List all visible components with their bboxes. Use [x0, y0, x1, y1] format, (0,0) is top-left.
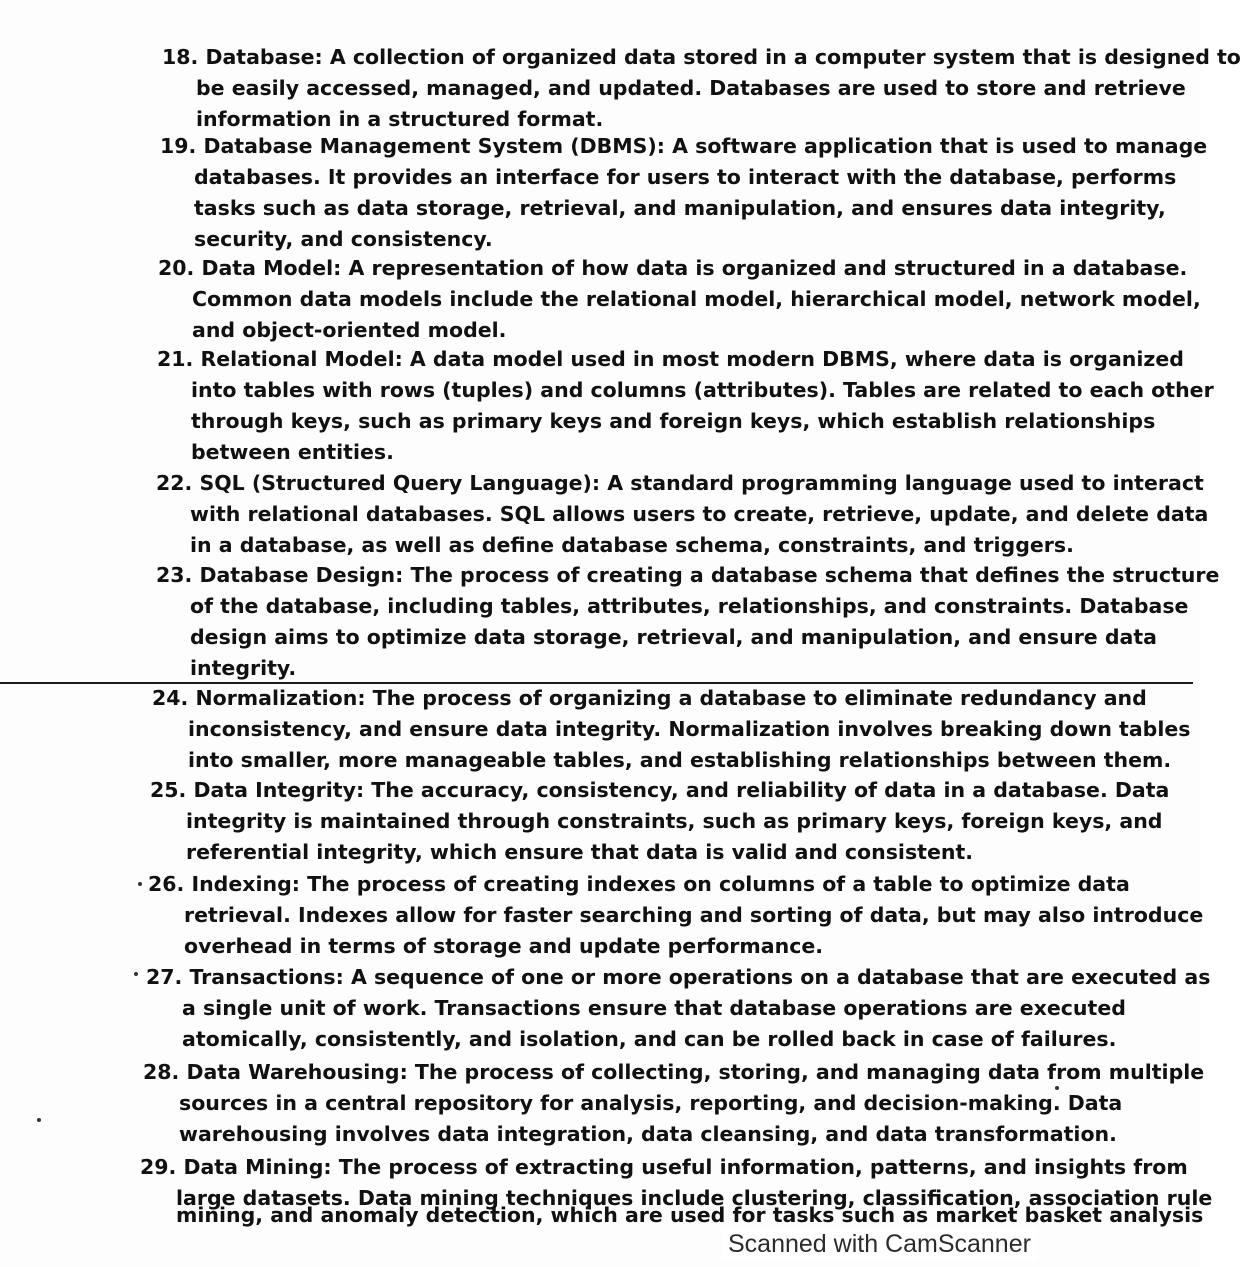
- entry-line: referential integrity, which ensure that data is valid and consistent.: [186, 840, 974, 864]
- entry-line: and object-oriented model.: [192, 318, 507, 342]
- entry-18: [162, 42, 1241, 135]
- entry-line: security, and consistency.: [194, 227, 493, 251]
- entry-line: of the database, including tables, attributes, relationships, and constraints. Database: [190, 594, 1189, 618]
- entry-line: into tables with rows (tuples) and columns (attributes). Tables are related to each other: [191, 378, 1214, 402]
- entry-line: 29. Data Mining: The process of extracting useful information, patterns, and insights from: [140, 1155, 1188, 1179]
- entry-line: 18. Database: A collection of organized data stored in a computer system that is designed to: [162, 45, 1241, 69]
- entry-26: [148, 869, 1203, 962]
- entry-line: tasks such as data storage, retrieval, and manipulation, and ensures data integrity,: [194, 196, 1166, 220]
- entry-27: [146, 962, 1210, 1055]
- entry-line: into smaller, more manageable tables, and establishing relationships between them.: [188, 748, 1172, 772]
- entry-line: integrity.: [190, 656, 297, 680]
- entry-line: large datasets. Data mining techniques include clustering, classification, association rule: [176, 1186, 1213, 1210]
- entry-line: overhead in terms of storage and update performance.: [184, 934, 824, 958]
- entry-line: 27. Transactions: A sequence of one or more operations on a database that are executed as: [146, 965, 1211, 989]
- entry-line: through keys, such as primary keys and foreign keys, which establish relationships: [191, 409, 1156, 433]
- entry-line: inconsistency, and ensure data integrity. Normalization involves breaking down tables: [188, 717, 1191, 741]
- entry-line: 22. SQL (Structured Query Language): A standard programming language used to interact: [156, 471, 1204, 495]
- entry-25: [150, 775, 1169, 868]
- entry-line: information in a structured format.: [196, 107, 604, 131]
- entry-20: [158, 253, 1201, 346]
- scan-speck: [138, 882, 142, 886]
- entry-line: 25. Data Integrity: The accuracy, consistency, and reliability of data in a database. Data: [150, 778, 1170, 802]
- entry-23: [156, 560, 1219, 684]
- entry-line: 19. Database Management System (DBMS): A software application that is used to manage: [160, 134, 1208, 158]
- entry-line: in a database, as well as define database schema, constraints, and triggers.: [190, 533, 1074, 557]
- entry-line: a single unit of work. Transactions ensure that database operations are executed: [182, 996, 1126, 1020]
- entry-line: 26. Indexing: The process of creating indexes on columns of a table to optimize data: [148, 872, 1130, 896]
- entry-line: retrieval. Indexes allow for faster searching and sorting of data, but may also introduce: [184, 903, 1204, 927]
- entry-19: [160, 131, 1207, 255]
- entry-22: [156, 468, 1208, 561]
- entry-28: [143, 1057, 1204, 1150]
- entry-line: sources in a central repository for analysis, reporting, and decision-making. Data: [179, 1091, 1123, 1115]
- entry-line: warehousing involves data integration, data cleansing, and data transformation.: [179, 1122, 1117, 1146]
- entry-line: with relational databases. SQL allows users to create, retrieve, update, and delete data: [190, 502, 1209, 526]
- entry-line: integrity is maintained through constraints, such as primary keys, foreign keys, and: [186, 809, 1163, 833]
- entry-line: atomically, consistently, and isolation, and can be rolled back in case of failures.: [182, 1027, 1117, 1051]
- entry-line: databases. It provides an interface for users to interact with the database, performs: [194, 165, 1177, 189]
- entry-line: be easily accessed, managed, and updated. Databases are used to store and retrieve: [196, 76, 1186, 100]
- entry-line: design aims to optimize data storage, retrieval, and manipulation, and ensure data: [190, 625, 1157, 649]
- scan-speck: [37, 1118, 41, 1122]
- entry-line: between entities.: [191, 440, 394, 464]
- entry-line: 28. Data Warehousing: The process of collecting, storing, and managing data from multiple: [143, 1060, 1205, 1084]
- entry-line: Common data models include the relational model, hierarchical model, network model,: [192, 287, 1201, 311]
- entry-24: [152, 683, 1191, 776]
- scan-speck: [134, 972, 138, 976]
- entry-21: [157, 344, 1214, 468]
- scan-speck: [1055, 1086, 1059, 1090]
- entry-line: 23. Database Design: The process of creating a database schema that defines the structure: [156, 563, 1220, 587]
- entry-line: 21. Relational Model: A data model used in most modern DBMS, where data is organized: [157, 347, 1184, 371]
- entry-line: 20. Data Model: A representation of how data is organized and structured in a database.: [158, 256, 1188, 280]
- cut-off-text: mining, and anomaly detection, which are used for tasks such as market basket analysis: [176, 1203, 1204, 1227]
- entry-line: 24. Normalization: The process of organizing a database to eliminate redundancy and: [152, 686, 1147, 710]
- camscanner-watermark: Scanned with CamScanner: [722, 1228, 1037, 1260]
